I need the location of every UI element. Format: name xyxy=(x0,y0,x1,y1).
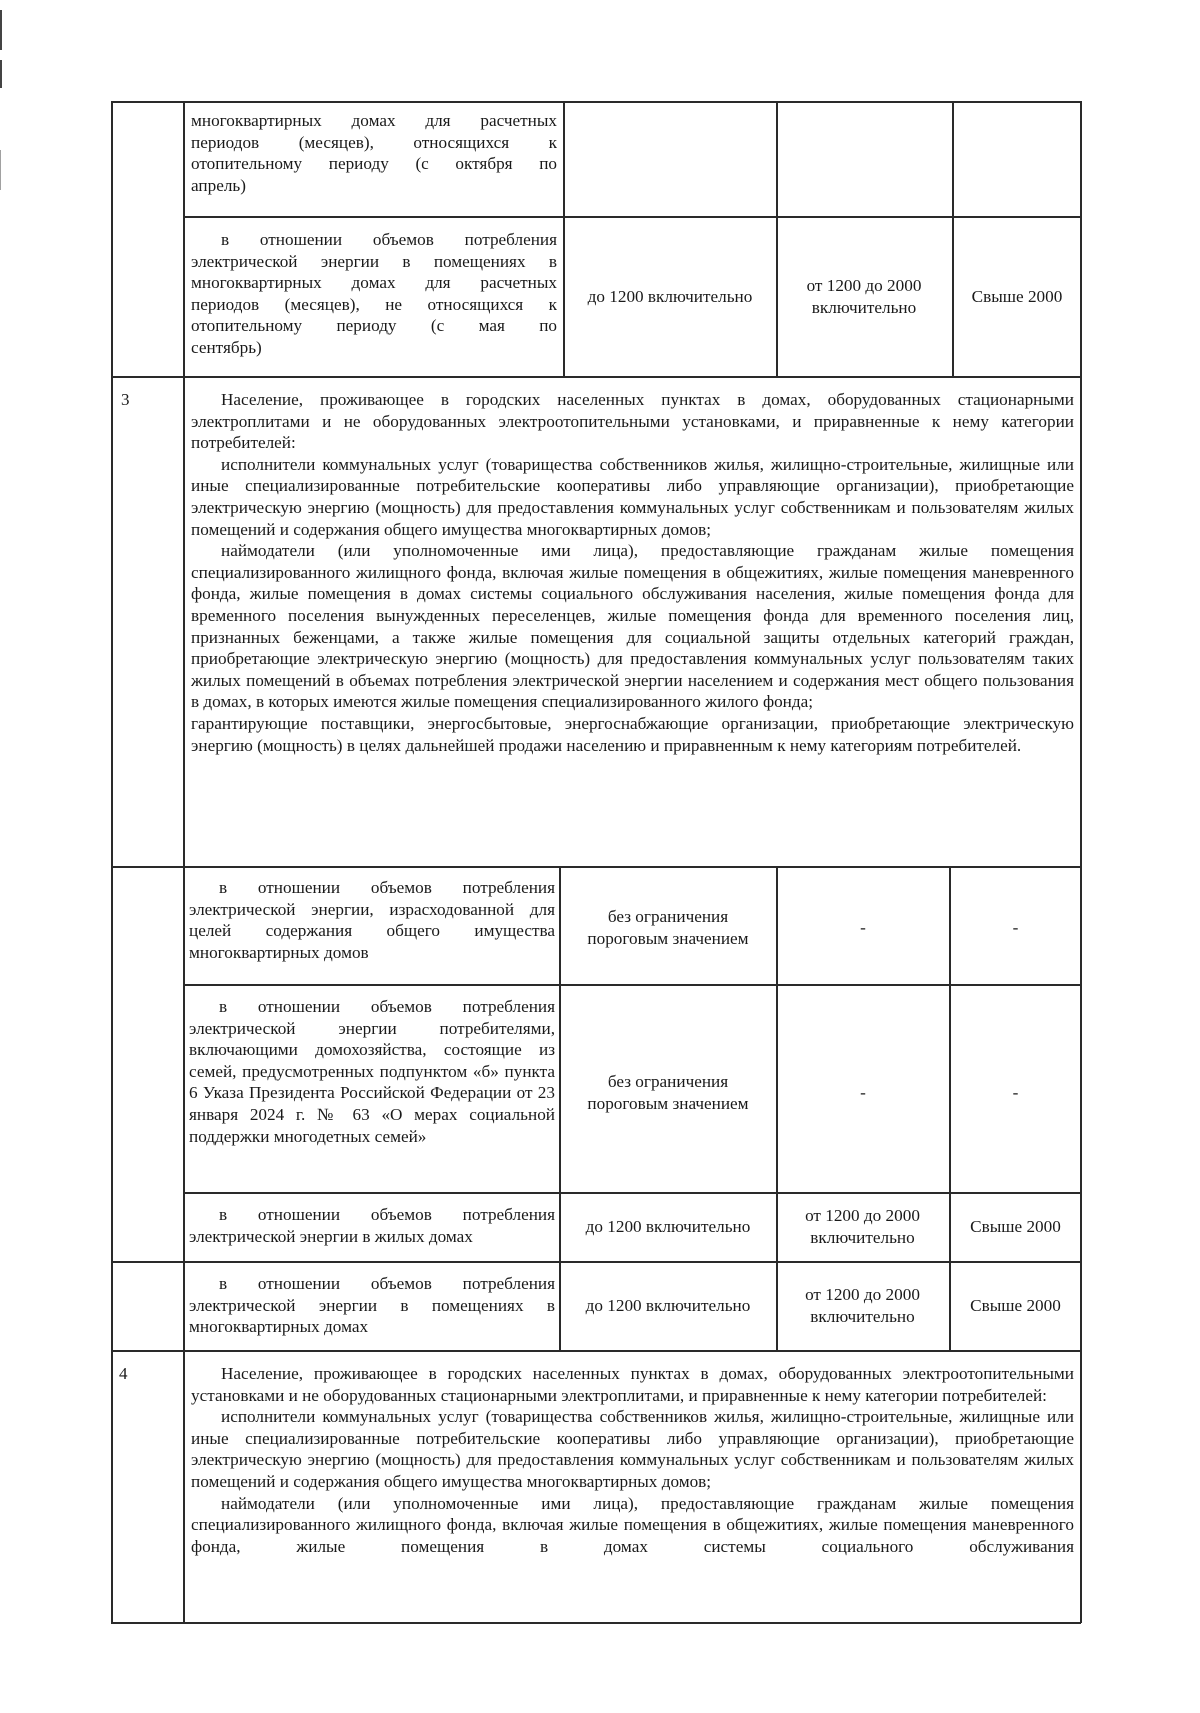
description-line: апрель) xyxy=(191,175,246,195)
table-border-top xyxy=(111,101,1081,103)
tier3-value: Свыше 2000 xyxy=(970,1296,1061,1316)
row-divider xyxy=(111,1350,1081,1352)
row-divider xyxy=(111,866,1081,868)
tier2-value: от 1200 до 2000 включительно xyxy=(806,275,922,317)
row-description xyxy=(190,110,560,196)
scan-edge-mark xyxy=(0,60,2,88)
section-text xyxy=(191,389,1074,756)
section-number: 3 xyxy=(121,390,130,409)
section-paragraph: наймодатели (или уполномоченные ими лица), предоставляющие гражданам жилые помещения специализированного жилищного фонда, включая жилые помещения в общежитиях, жилые помещения маневренного фонда, жилые помещения в домах системы социального обслуживания населения, жилые помещения фонда для временного поселения вынужденных переселенцев, жилые помещения фонда для временного поселения лиц, признанных беженцами, а также жилые помещения для социальной защиты отдельных категорий граждан, приобретающие электрическую энергию (мощность) для предоставления коммунальных услуг пользователям таких жилых помещений в объемах потребления электрической энергии населением и содержания мест общего пользования в домах, в которых имеются жилые помещения специализированного жилого фонда; xyxy=(191,541,1074,712)
tier2-value: от 1200 до 2000 включительно xyxy=(805,1285,920,1326)
description-line: сентябрь) xyxy=(191,337,262,357)
tier3-value: Свыше 2000 xyxy=(970,1217,1061,1237)
section-paragraph: исполнители коммунальных услуг (товарищества собственников жилья, жилищно-строительные, жилищные или иные специализированные потребительские кооперативы либо управляющие организации), приобретающие электрическую энергию (мощность) для предоставления коммунальных услуг собственникам и пользователям жилых помещений и содержания общего имущества многоквартирных домов; xyxy=(191,1407,1074,1491)
description-line: периодов (месяцев), относящихся к xyxy=(191,132,557,152)
row-divider xyxy=(183,984,1081,986)
description-line: многоквартирных домах для расчетных xyxy=(191,111,557,130)
column-divider xyxy=(776,101,778,377)
subrow-description: в отношении объемов потребления электрической энергии в помещениях в многоквартирных домах xyxy=(189,1274,555,1337)
description-line: электрической энергии в помещениях в xyxy=(191,251,557,271)
row-description xyxy=(190,229,560,359)
description-line: в отношении объемов потребления xyxy=(221,230,557,249)
table-border-left xyxy=(111,101,113,1623)
subrow-description: в отношении объемов потребления электрической энергии, израсходованной для целей содержания общего имущества многоквартирных домов xyxy=(189,878,555,962)
tier1-value: без ограничения пороговым значением xyxy=(587,906,749,948)
tier2-value: от 1200 до 2000 включительно xyxy=(805,1206,920,1247)
tier3-value: Свыше 2000 xyxy=(971,286,1063,306)
table-border-bottom xyxy=(111,1622,1081,1624)
section-paragraph: гарантирующие поставщики, энергосбытовые, энергоснабжающие организации, приобретающие электрическую энергию (мощность) в целях дальнейшей продажи населению и приравненным к нему категориям потребителей. xyxy=(191,713,1074,755)
number-column-divider xyxy=(183,101,185,1623)
scan-edge-mark xyxy=(0,150,1,190)
tier2-value: - xyxy=(860,917,866,937)
section-number: 4 xyxy=(119,1364,128,1383)
tier3-value: - xyxy=(1012,917,1019,937)
description-line: отопительному периоду (с мая по xyxy=(191,316,557,336)
tier1-value: без ограничения пороговым значением xyxy=(587,1071,749,1113)
description-line: периодов (месяцев), не относящихся к xyxy=(191,294,557,314)
section-text xyxy=(191,1363,1074,1557)
section-paragraph: Население, проживающее в городских населенных пунктах в домах, оборудованных стационарными электроплитами и не оборудованных электроотопительными установками, и приравненные к нему категории потребителей: xyxy=(191,390,1074,453)
table-border-right xyxy=(1080,101,1082,1623)
tier3-value: - xyxy=(1012,1082,1019,1102)
subrow-description: в отношении объемов потребления электрической энергии в жилых домах xyxy=(189,1205,555,1246)
section-paragraph: исполнители коммунальных услуг (товарищества собственников жилья, жилищно-строительные, жилищные или иные специализированные потребительские кооперативы либо управляющие организации), приобретающие электрическую энергию (мощность) для предоставления коммунальных услуг собственникам и пользователям жилых помещений и содержания общего имущества многоквартирных домов; xyxy=(191,454,1074,539)
tier1-value: до 1200 включительно xyxy=(585,1217,751,1237)
description-line: многоквартирных домах для расчетных xyxy=(191,273,557,293)
section-paragraph: Население, проживающее в городских населенных пунктах в домах, оборудованных электроотопительными установками и не оборудованных стационарными электроплитами, и приравненные к нему категории потребителей: xyxy=(191,1364,1074,1405)
tier1-value: до 1200 включительно xyxy=(587,286,753,306)
tier2-value: - xyxy=(860,1082,866,1102)
subrow-description: в отношении объемов потребления электрической энергии потребителями, включающими домохозяйства, состоящие из семей, предусмотренных подпунктом «б» пункта 6 Указа Президента Российской Федерации от 23 января 2024 г. № 63 «О мерах социальной поддержки многодетных семей» xyxy=(189,997,555,1146)
row-divider xyxy=(111,376,1081,378)
section-paragraph: наймодатели (или уполномоченные ими лица), предоставляющие гражданам жилые помещения специализированного жилищного фонда, включая жилые помещения в общежитиях, жилые помещения маневренного фонда, жилые помещения в домах системы социального обслуживания xyxy=(191,1493,1074,1556)
tier1-value: до 1200 включительно xyxy=(585,1296,751,1316)
scan-edge-mark xyxy=(0,10,2,50)
description-line: отопительному периоду (с октября по xyxy=(191,154,557,174)
